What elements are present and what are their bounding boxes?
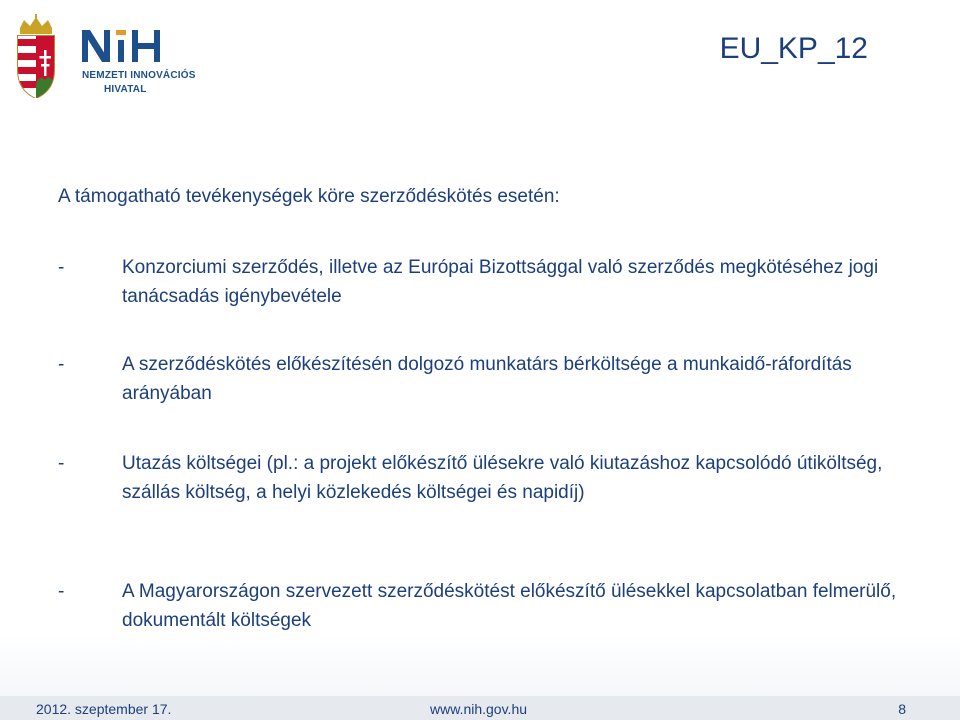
- list-item-text: A Magyarországon szervezett szerződéskötést előkészítő ülésekkel kapcsolatban felmerülő, dokumentált költségek: [122, 581, 897, 631]
- list-dash: -: [58, 453, 65, 474]
- nih-logo: [80, 10, 200, 96]
- list-item-text: Konzorciumi szerződés, illetve az Európai Bizottsággal való szerződés megkötéséhez jogi tanácsadás igénybevétele: [122, 257, 879, 307]
- list-dash: -: [58, 257, 65, 278]
- nih-logo-icon: [80, 28, 172, 64]
- hungarian-coat-of-arms-icon: [14, 14, 58, 98]
- logo-text-line1: NEMZETI INNOVÁCIÓS: [82, 70, 196, 81]
- document-code: EU_KP_12: [719, 32, 868, 65]
- list-item: [58, 350, 918, 408]
- footer-date: 2012. szeptember 17.: [36, 701, 172, 717]
- footer-url[interactable]: www.nih.gov.hu: [430, 701, 528, 717]
- list-item: [58, 577, 918, 635]
- logo-text-line2: HIVATAL: [104, 84, 147, 95]
- list-dash: -: [58, 581, 65, 602]
- list-item-text: Utazás költségei (pl.: a projekt előkészítő ülésekre való kiutazáshoz kapcsolódó útiköltség, szállás költség, a helyi közlekedés költségei és napidíj): [122, 453, 883, 503]
- list-item-text: A szerződéskötés előkészítésén dolgozó munkatárs bérköltsége a munkaidő-ráfordítás arányában: [122, 354, 852, 404]
- section-heading: A támogatható tevékenységek köre szerződéskötés esetén:: [58, 186, 560, 207]
- page-number: 8: [898, 701, 906, 717]
- list-item: [58, 253, 918, 311]
- list-item: [58, 449, 918, 507]
- list-dash: -: [58, 354, 65, 375]
